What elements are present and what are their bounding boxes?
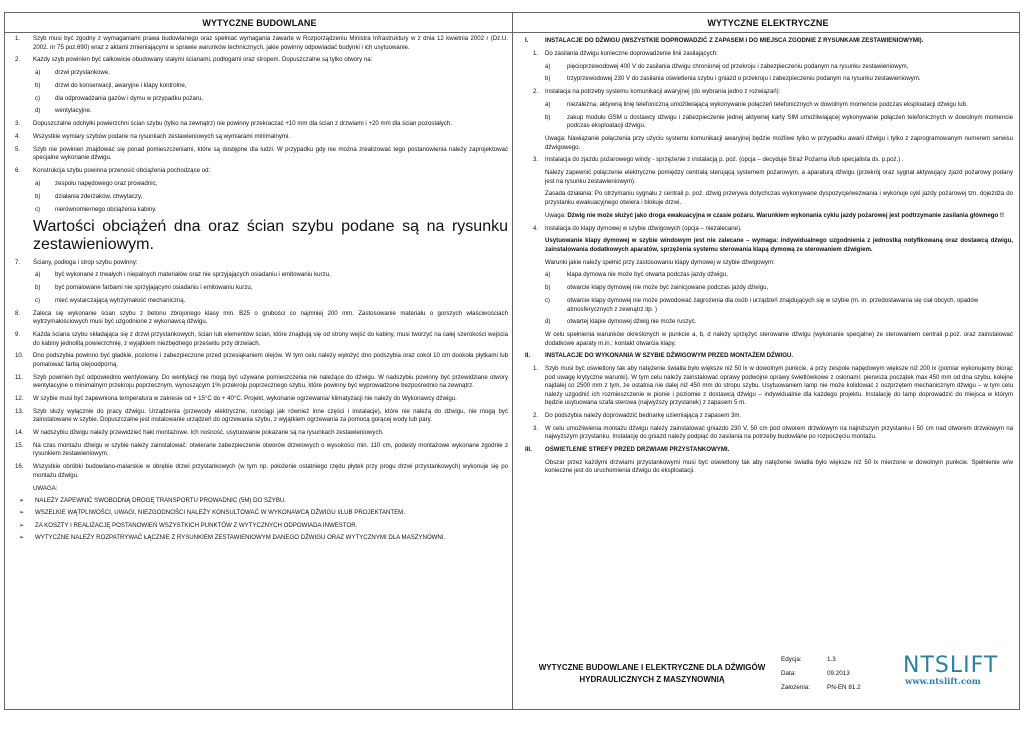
- list-subitem: a) klapa dymowa nie może być otwarta podczas jazdy dźwigu,: [545, 271, 728, 279]
- note-item: ➢ WYTYCZNE NALEŻY ROZPATRYWAĆ ŁĄCZNIE Z RYSUNKIEM ZESTAWIENIOWYM DANEGO DŹWIGU ORAZ WYTYCZNYMI DLA MASZYNOWNI.: [19, 533, 446, 541]
- list-subitem: a) pięcioprzewodowej 400 V do zasilania dźwigu chronionej od przekroju i zabezpieczeniu podanym na rysunku zestawieniowym,: [545, 62, 909, 70]
- list-item: 4. Instalacja do klapy dymowej w szybie dźwigowych (opcja – niezalecane).: [533, 224, 742, 232]
- list-item: 2. Do podszybia należy doprowadzić bednarkę uziemiającą z zapasem 3m.: [533, 412, 742, 420]
- list-subitem: c) otwarcie klapy dymowej nie może powodować zagrożenia dla osób i urządzeń znajdujących się w szybie (m. in. przedostawania się ciał obcych, opadów atmosferycznych z zewnątrz itp. ): [545, 297, 979, 313]
- building-guidelines-title: WYTYCZNE BUDOWLANE: [202, 18, 317, 28]
- paragraph: Uwaga: Nawiązanie połączenia przy użyciu systemu komunikacji awaryjnej będzie możliwe tylko w przypadku awarii dźwigu i tylko z zaprogramowanym numerem serwisu dźwigowego.: [545, 135, 1013, 151]
- note-item: ➢ NALEŻY ZAPEWNIĆ SWOBODNĄ DROGĘ TRANSPORTU PROWADNIC (5M) DO SZYBU.: [19, 497, 286, 505]
- list-subitem: c) dla odprowadzania gazów i dymu w przypadku pożaru,: [35, 94, 204, 102]
- title-divider: [513, 32, 1019, 33]
- document-meta: Edycja: 1.3 Data: 09.2013 Założenia: PN-EN 81.2: [781, 656, 861, 691]
- list-item: 6. Konstrukcja szybu powinna przenosić obciążenia pochodzące od:: [15, 167, 211, 175]
- paragraph: Uwaga: Dźwig nie może służyć jako droga ewakuacyjna w czasie pożaru. Warunkiem wykonania cyklu jazdy pożarowej jest podtrzymanie zasilania głównego !!: [545, 211, 1004, 219]
- title-block: [513, 647, 1019, 709]
- list-item: 7. Ściany, podłoga i strop szybu powinny:: [15, 258, 138, 266]
- building-guidelines-list: [11, 35, 508, 480]
- electrical-guidelines-title: WYTYCZNE ELEKTRYCZNE: [707, 18, 829, 28]
- list-subitem: c) nierównomiernego obciążenia kabiny.: [35, 205, 157, 213]
- list-item: 12. W szybie musi być zapewniona temperatura w zakresie od + 15°C do + 40°C. Projekt, wykonanie ogrzewania/ klimatyzacji nie należy do Wykonawcy dźwigu.: [15, 395, 457, 403]
- document-title: WYTYCZNE BUDOWLANE I ELEKTRYCZNE DLA DŹWIGÓW HYDRAULICZNYCH Z MASZYNOWNIĄ: [538, 663, 766, 684]
- list-item: 13. Szyb służy wyłącznie do pracy dźwigu. Urządzenia (przewody elektryczne, rurociągi jak również inne części i instalacje), które nie należą do dźwigu, nie mogą być zainstalowane w szybie. Dopuszczalne jest instalowanie urządzeń do ogrzewania szybu, z wyjątkiem ogrzewania za pomocą gorącej wody lub pary.: [15, 407, 508, 424]
- list-item: 14. W nadszybiu dźwigu należy przewidzieć haki montażowe. Ich nośność, usytuowanie pokazane są na rysunkach zestawieniowych.: [15, 429, 384, 437]
- arrow-bullet-icon: ➢: [19, 534, 25, 541]
- list-subitem: a) niezależna, aktywną linię telefoniczną umożliwiającą wykonywanie połączeń telefonicznych w dowolnym momencie podczas eksploatacji dźwigu lub,: [545, 100, 968, 108]
- list-subitem: d) wentylacyjne.: [35, 107, 92, 115]
- list-item: 3. W celu umożliwienia montażu dźwigu należy zainstalować gniazdo 230 V, 50 cm pod otworem drzwiowym na najniższym przystanku i 50 cm nad otworem drzwiowym na najwyższym przystanku. Instalację do gniazd należy podpiąć do zasilania na potrzeby budowlane po rozpoczęciu montażu.: [533, 424, 1013, 441]
- paragraph: Zasada działania: Po otrzymaniu sygnału z centrali p. poż. dźwig przerywa dotychczas wykonywane dyspozycje/wezwania i wykonuje cykl jazdy pożarowej tzn. dojeżdża do przystanku ewakuacyjnego otwiera i blokuje drzwi.: [545, 190, 1013, 206]
- paragraph: Warunki jakie należy spełnić przy zastosowaniu klapy dymowej w szybie dźwigowym:: [545, 258, 775, 266]
- section-heading: III. OŚWIETLENIE STREFY PRZED DRZWIAMI PRZYSTANKOWYMI.: [525, 446, 730, 454]
- notes-list: [11, 497, 508, 541]
- paragraph: Wartości obciążeń dna oraz ścian szybu podane są na rysunku zestawieniowym.: [33, 218, 508, 254]
- title-divider: [5, 32, 513, 33]
- list-item: 4. Wszystkie wymiary szybów podane na rysunkach zestawieniowych są wymiarami minimalnymi.: [15, 133, 291, 141]
- list-item: 11. Szyb powinien być odpowiednio wentylowany. Do wentylacji nie mogą być używane pomieszczenia nie należące do dźwigu. W nadszybiu powinny być przewidziane otwory wentylacyjne o minimalnym przekroju poprzecznym, wynoszącym 1% przekroju poprzecznego szybu, które powinny być wyprowadzone bezpośrednio na zewnątrz.: [15, 373, 508, 390]
- arrow-bullet-icon: ➢: [19, 510, 25, 517]
- list-item: 9. Każda ściana szybu składająca się z drzwi przystankowych, ścian lub elementów ścian, które znajdują się od strony wejść do kabiny, musi tworzyć na całej szerokości wejścia do kabiny jednolitą powierzchnię, z wyjątkiem niezbędnego prześwitu przy drzwiach.: [15, 331, 508, 347]
- list-subitem: b) zakup modułu GSM u dostawcy dźwigu i zabezpieczenie jednej aktywnej karty SIM umożliwiającej wykonywanie połączeń telefonicznych w dowolnym momencie podczas eksploatacji dźwigu.: [545, 113, 1013, 130]
- logo-text: NTSLIFT: [903, 653, 999, 678]
- note-label: UWAGA:: [33, 484, 58, 492]
- list-item: 8. Zaleca się wykonanie ścian szybu z betonu zbrojonego klasy min. B25 o grubości co najmniej 200 mm. Zastosowanie materiału o gorszych właściwościach wytrzymałościowych musi być uzgodnione z wykonawcą dźwigu.: [15, 309, 508, 326]
- list-subitem: b) otwarcie klapy dymowej nie może być zainicjowane podczas jazdy dźwigu,: [545, 284, 769, 292]
- list-item: 10. Dno podszybia powinno być gładkie, poziome i zabezpieczone przed przesiąkaniem olejów. W tym celu należy wyłożyć dno podszybia oraz cokół 10 cm dookoła płytkami lub pomalować farbą olejoodporną.: [15, 352, 508, 368]
- list-item: 3. Instalacja do zjazdu pożarowego windy - sprzężenie z instalacją p. poż. (opcja – decyduje Straż Pożarna i/lub specjalista ds. p.poż.) .: [533, 156, 904, 164]
- building-guidelines-column: [5, 13, 513, 709]
- paragraph: Usytuowanie klapy dymowej w szybie windowym jest nie zalecane – wymaga: indywidualnego uzgodnienia z jednostką notyfikowaną oraz dostawcą dźwigu, zainstalowania dodatkowych aparatów, sprzężenia systemu sterowania klapą dymową ze sterowaniem dźwigiem.: [545, 237, 1013, 253]
- list-item: 1. Szyb musi być zgodny z wymaganiami prawa budowlanego oraz spełniać wymagania zawarte w Rozporządzeniu Ministra Infrastruktury w z dnia 12 kwietnia 2002 r (Dz.U. 2002. nr 75 poz.690) wraz z aktami zmieniającymi w sprawie warunków technicznych, jakie powinny odpowiadać budynki i ich usytuowanie.: [15, 35, 508, 51]
- list-subitem: b) drzwi do konserwacji, awaryjne i klapy kontrolne,: [35, 81, 187, 89]
- list-item: 16. Wszystkie obróbki budowlano-malarskie w obrębie drzwi przystankowych (w tym np. położenie ostatniego rzędu płytek przy progu drzwi przystankowych) wykonuje się po montażu dźwigu.: [15, 463, 508, 479]
- list-item: 2. Każdy szyb powinien być całkowicie obudowany stałymi ścianami, podłogami oraz stropem. Dopuszczalne są tylko otwory na:: [15, 56, 373, 64]
- list-subitem: a) być wykonane z trwałych i niepalnych materiałów oraz nie sprzyjających osiadaniu i emitowaniu kurzu,: [35, 271, 331, 279]
- section-heading: II. INSTALACJE DO WYKONANIA W SZYBIE DŹWIGOWYM PRZED MONTAŻEM DŹWIGU.: [525, 352, 794, 360]
- list-subitem: a) drzwi przystankowe,: [35, 69, 110, 77]
- list-subitem: d) otwartej klapie dymowej dźwig nie może ruszyć.: [545, 318, 697, 326]
- paragraph: Obszar przez każdymi drzwiami przystankowymi musi być oświetlony tak aby natężenie światła było większe niż 50 lx mierzone w dowolnym punkcie. Spełnienie w/w konieczne jest do uruchomienia dźwigu do eksploatacji.: [545, 458, 1013, 475]
- list-subitem: a) zespołu napędowego oraz prowadnic,: [35, 179, 158, 187]
- note-item: ➢ WSZELKIE WĄTPLIWOŚCI, UWAGI, NIEZGODNOŚCI NALEŻY KONSULTOWAĆ W WYKONAWCĄ DŹWIGU I/LUB PROJEKTANTEM.: [19, 509, 405, 517]
- company-logo: [903, 653, 1003, 703]
- list-item: 1. Szyb musi być oświetlony tak aby natężenie światła było większe niż 50 lx w dowolnym punkcie, a przy zespole napędowym większe niż 200 lx (pomiar wykonujemy biorąc pod uwagę krytyczne warunki). W tym celu należy zainstalować oprawy podwójne oprawy świetlówkowe z osłonami: pierwsza początek max 450 mm od dna szybu, kolejne najdalej co 2500 mm z tym, że ostatnia nie dalej niż 450 mm do stropu szybu. Usytuowaniem lamp nie może kolidować z oszprzętem mechanicznym dźwigu – w tym celu należy uzgodnić ich rozmieszczenie w pionie i poziomie z dostawcą dźwigu – indywidualnie dla każdego projektu. Instalację do lamp doprowadzić do miejsca w którym będzie usytuowana szafa sterowa (najwyższy przystanek) z zapasem 5 m.: [533, 365, 1013, 407]
- company-url: www.ntslift.com: [905, 677, 981, 687]
- list-subitem: b) trzyprzewodowej 230 V do zasilania oświetlenia szybu i gniazd o przekroju i zabezpieczeniu podanym na rysunku zestawieniowym.: [545, 75, 921, 83]
- paragraph: W celu spełnienia warunków określonych w punkcie a, b, d należy sprzężyć sterowanie dźwigu (wykonanie specjalne) ze sterowaniem centrali p.poż. oraz zainstalować dodatkowe aparaty m.in.: kontakt otwarcia klapy.: [545, 331, 1013, 347]
- section-heading: I. INSTALACJE DO DŹWIGU (WSZYSTKIE DOPROWADZIĆ Z ZAPASEM I DO MIEJSCA ZGODNIE Z RYSUNKAMI ZESTAWIENIOWYMI).: [525, 37, 924, 44]
- note-item: ➢ ZA KOSZTY I REALIZACJĘ POSTANOWIEŃ WSZYSTKICH PUNKTÓW Z WYTYCZNYCH ODPOWIADA INWESTOR.: [19, 521, 358, 529]
- list-subitem: c) mieć wystarczającą wytrzymałość mechaniczną.: [35, 297, 186, 305]
- arrow-bullet-icon: ➢: [19, 498, 25, 505]
- paragraph: Należy zapewnić połączenie elektryczne pomiędzy centralą sterującą systemem pożarowym, a aparaturą dźwigu (przekrój oraz sygnał aktywujący zjazd pożarowy podany jest na rysunku zestawieniowym).: [545, 169, 1013, 185]
- list-item: 2. Instalacja na potrzeby systemu komunikacji awaryjnej (do wybrania jedno z rozwiązań):: [533, 88, 781, 96]
- list-item: 1. Do zasilania dźwigu konieczne doprowadzenie linii zasilających:: [533, 49, 718, 57]
- list-item: 5. Szyb nie powinien znajdować się ponad pomieszczeniami, które są dostępne dla ludzi. W przypadku gdy nie można zrealizować tego postanowienia należy zaprojektować specjalne wykonanie dźwigu.: [15, 145, 508, 162]
- electrical-guidelines-column: [513, 13, 1019, 709]
- list-subitem: b) być pomalowane farbami nie sprzyjającymi osiadaniu i emitowaniu kurzu,: [35, 284, 253, 292]
- list-subitem: b) działania zderzaków, chwytaczy,: [35, 192, 143, 200]
- list-item: 3. Dopuszczalne odchyłki powierzchni ścian szybu (tylko na zewnątrz) nie powinny przekraczać +10 mm dla ścian z drzwiami i +20 mm dla ścian pozostałych.: [15, 120, 452, 128]
- document-page: [4, 12, 1020, 710]
- list-item: 15. Na czas montażu dźwigu w szybie należy zainstalować: otwierane zabezpieczenie otworów drzwiowych o wysokości min. 110 cm, podesty montażowe wykonane zgodnie z rysunkiem zestawieniowym.: [15, 441, 508, 458]
- arrow-bullet-icon: ➢: [19, 522, 25, 529]
